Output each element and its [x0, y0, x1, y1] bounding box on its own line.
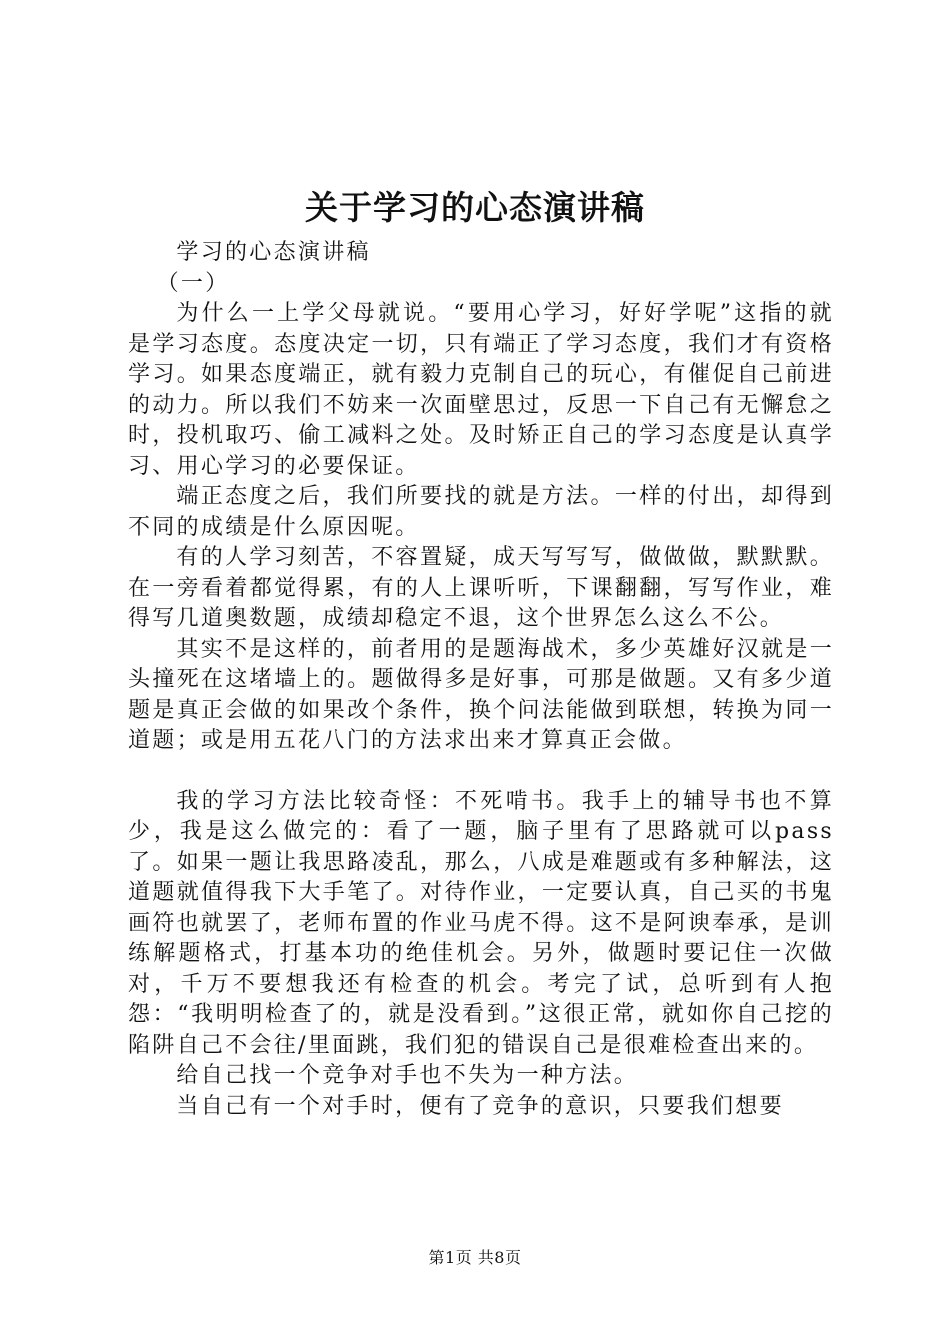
document-body	[128, 238, 834, 1122]
paragraph: 当自己有一个对手时，便有了竞争的意识，只要我们想要	[176, 1093, 784, 1119]
paragraph: 有的人学习刻苦，不容置疑，成天写写写，做做做，默默默。在一旁看着都觉得累，有的人上课听听，下课翻翻，写写作业，难得写几道奥数题，成绩却稳定不退，这个世界怎么这么不公。	[128, 545, 834, 631]
section-marker: （一）	[156, 270, 230, 296]
paragraph: 我的学习方法比较奇怪：不死啃书。我手上的辅导书也不算少，我是这么做完的：看了一题，脑子里有了思路就可以pass了。如果一题让我思路凌乱，那么，八成是难题或有多种解法，这道题就值得我下大手笔了。对待作业，一定要认真，自己买的书鬼画符也就罢了，老师布置的作业马虎不得。这不是阿谀奉承，是训练解题格式，打基本功的绝佳机会。另外，做题时要记住一次做对，千万不要想我还有检查的机会。考完了试，总听到有人抱怨：“我明明检查了的，就是没看到。”这很正常，就如你自己挖的陷阱自己不会往/里面跳，我们犯的错误自己是很难检查出来的。	[128, 788, 834, 1058]
paragraph: 其实不是这样的，前者用的是题海战术，多少英雄好汉就是一头撞死在这堵墙上的。题做得多是好事，可那是做题。又有多少道题是真正会做的如果改个条件，换个问法能做到联想，转换为同一道题；或是用五花八门的方法求出来才算真正会做。	[128, 636, 834, 753]
document-subtitle: 学习的心态演讲稿	[176, 240, 371, 265]
document-title: 关于学习的心态演讲稿	[305, 188, 645, 227]
paragraph: 给自己找一个竞争对手也不失为一种方法。	[176, 1063, 639, 1088]
paragraph: 为什么一上学父母就说。“要用心学习，好好学呢”这指的就是学习态度。态度决定一切，只有端正了学习态度，我们才有资格学习。如果态度端正，就有毅力克制自己的玩心，有催促自己前进的动力。所以我们不妨来一次面壁思过，反思一下自己有无懈怠之时，投机取巧、偷工减料之处。及时矫正自己的学习态度是认真学习、用心学习的必要保证。	[128, 301, 834, 479]
page-footer: 第1页 共8页	[428, 1248, 522, 1267]
paragraph: 端正态度之后，我们所要找的就是方法。一样的付出，却得到不同的成绩是什么原因呢。	[128, 484, 834, 540]
